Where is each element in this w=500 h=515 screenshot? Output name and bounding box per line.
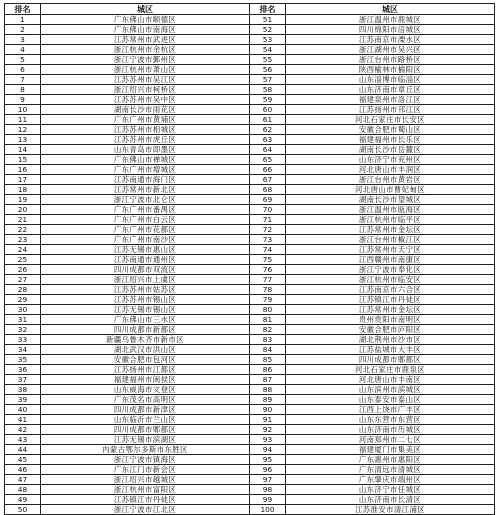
district-right-cell: 广东惠州市惠阳区 (286, 455, 495, 465)
rank-right-cell: 90 (250, 405, 286, 415)
rank-right-cell: 58 (250, 85, 286, 95)
district-left-cell: 江苏南通市海门区 (41, 175, 250, 185)
table-row (5, 225, 495, 235)
rank-left-cell: 24 (5, 245, 41, 255)
district-right-cell: 江西上饶市广丰区 (286, 405, 495, 415)
district-right-cell: 江苏淮安市清江浦区 (286, 505, 495, 515)
rank-left-cell: 41 (5, 415, 41, 425)
table-row (5, 325, 495, 335)
district-left-cell: 广东江门市新会区 (41, 465, 250, 475)
rank-left-cell: 22 (5, 225, 41, 235)
table-row (5, 205, 495, 215)
district-right-cell: 河北唐山市曹妃甸区 (286, 185, 495, 195)
table-row (5, 275, 495, 285)
table-row (5, 255, 495, 265)
district-right-cell: 浙江杭州市临安区 (286, 275, 495, 285)
district-right-cell: 江西赣州市南康区 (286, 255, 495, 265)
rank-left-cell: 11 (5, 115, 41, 125)
district-left-cell: 四川成都市双流区 (41, 265, 250, 275)
rank-right-cell: 78 (250, 285, 286, 295)
rank-right-cell: 52 (250, 25, 286, 35)
district-left-cell: 四川成都市新津区 (41, 405, 250, 415)
district-right-cell: 山东济南市章丘区 (286, 85, 495, 95)
district-left-cell: 江苏南通市通州区 (41, 255, 250, 265)
district-left-cell: 湖南长沙市雨花区 (41, 105, 250, 115)
table-row (5, 385, 495, 395)
district-left-cell: 广东广州市白云区 (41, 215, 250, 225)
district-left-cell: 四川成都市新都区 (41, 325, 250, 335)
rank-left-cell: 16 (5, 165, 41, 175)
rank-right-cell: 53 (250, 35, 286, 45)
rank-right-cell: 63 (250, 135, 286, 145)
rank-right-cell: 83 (250, 335, 286, 345)
rank-right-cell: 62 (250, 125, 286, 135)
district-right-cell: 山东济宁市任城区 (286, 485, 495, 495)
table-row (5, 125, 495, 135)
district-left-cell: 江苏苏州市吴中区 (41, 95, 250, 105)
rank-left-cell: 19 (5, 195, 41, 205)
district-left-cell: 江苏无锡市滨湖区 (41, 435, 250, 445)
rank-right-cell: 87 (250, 375, 286, 385)
table-row (5, 105, 495, 115)
district-right-cell: 江苏扬州市邗江区 (286, 105, 495, 115)
table-row (5, 345, 495, 355)
district-right-cell: 浙江台州市黄岩区 (286, 175, 495, 185)
table-row (5, 175, 495, 185)
district-right-cell: 浙江温州市鹿城区 (286, 15, 495, 25)
district-left-cell: 浙江绍兴市越城区 (41, 475, 250, 485)
rank-left-cell: 25 (5, 255, 41, 265)
district-right-cell: 浙江杭州市临平区 (286, 215, 495, 225)
rank-right-cell: 80 (250, 305, 286, 315)
district-left-cell: 湖北武汉市洪山区 (41, 345, 250, 355)
table-header-row (5, 4, 495, 15)
district-right-cell: 江苏南京市六合区 (286, 285, 495, 295)
district-right-cell: 浙江台州市椒江区 (286, 235, 495, 245)
district-right-cell: 安徽合肥市庐阳区 (286, 325, 495, 335)
table-row (5, 95, 495, 105)
district-right-cell: 江苏常州市金坛区 (286, 225, 495, 235)
rank-right-cell: 68 (250, 185, 286, 195)
rank-right-cell: 74 (250, 245, 286, 255)
table-row (5, 435, 495, 445)
rank-left-cell: 38 (5, 385, 41, 395)
table-row (5, 465, 495, 475)
district-left-cell: 广东广州市花都区 (41, 225, 250, 235)
district-right-cell: 浙江湖州市吴兴区 (286, 45, 495, 55)
district-left-cell: 江苏无锡市惠山区 (41, 245, 250, 255)
rank-right-cell: 91 (250, 415, 286, 425)
district-right-cell: 山东济宁市兖州区 (286, 155, 495, 165)
district-left-cell: 浙江宁波市江北区 (41, 505, 250, 515)
rank-right-cell: 99 (250, 495, 286, 505)
district-left-cell: 四川成都市郫都区 (41, 425, 250, 435)
rank-right-cell: 72 (250, 225, 286, 235)
rank-left-cell: 32 (5, 325, 41, 335)
district-right-cell: 山东济南市长清区 (286, 495, 495, 505)
district-left-cell: 江苏苏州市锡山区 (41, 295, 250, 305)
district-right-cell: 江苏常州市天宁区 (286, 245, 495, 255)
rank-right-cell: 61 (250, 115, 286, 125)
rank-right-cell: 95 (250, 455, 286, 465)
rank-right-cell: 100 (250, 505, 286, 515)
district-right-cell: 湖北荆州市沙市区 (286, 335, 495, 345)
table-row (5, 55, 495, 65)
rank-left-cell: 40 (5, 405, 41, 415)
district-left-cell: 山东威海市文登区 (41, 385, 250, 395)
district-ranking-table (4, 3, 495, 515)
district-left-cell: 江苏无锡市锡山区 (41, 305, 250, 315)
district-left-cell: 江苏常州市武进区 (41, 35, 250, 45)
district-left-cell: 新疆乌鲁木齐市新市区 (41, 335, 250, 345)
rank-left-cell: 49 (5, 495, 41, 505)
rank-right-cell: 85 (250, 355, 286, 365)
district-right-cell: 河北唐山市丰南区 (286, 375, 495, 385)
rank-left-cell: 21 (5, 215, 41, 225)
district-right-cell: 山东滨州市滨城区 (286, 385, 495, 395)
district-right-cell: 浙江温州市瓯海区 (286, 205, 495, 215)
district-left-cell: 广东广州市增城区 (41, 165, 250, 175)
district-left-cell: 广东佛山市禅城区 (41, 155, 250, 165)
table-row (5, 505, 495, 515)
rank-right-cell: 56 (250, 65, 286, 75)
district-left-cell: 江苏苏州市相城区 (41, 125, 250, 135)
district-left-cell: 江苏苏州市姑苏区 (41, 285, 250, 295)
rank-left-cell: 1 (5, 15, 41, 25)
rank-right-cell: 54 (250, 45, 286, 55)
table-row (5, 25, 495, 35)
rank-left-cell: 23 (5, 235, 41, 245)
rank-right-cell: 51 (250, 15, 286, 25)
table-row (5, 405, 495, 415)
district-right-cell: 山东淄博市临淄区 (286, 75, 495, 85)
district-right-cell: 贵州贵阳市南明区 (286, 315, 495, 325)
rank-right-cell: 55 (250, 55, 286, 65)
table-row (5, 115, 495, 125)
table-row (5, 185, 495, 195)
district-left-cell: 安徽合肥市包河区 (41, 355, 250, 365)
rank-right-cell: 70 (250, 205, 286, 215)
rank-left-cell: 34 (5, 345, 41, 355)
table-row (5, 85, 495, 95)
district-right-cell: 河北石家庄市长安区 (286, 115, 495, 125)
district-right-cell: 广东肇庆市端州区 (286, 475, 495, 485)
district-left-cell: 江苏苏州市吴江区 (41, 75, 250, 85)
district-right-cell: 福建福州市长乐区 (286, 135, 495, 145)
district-left-cell: 广东广州市黄埔区 (41, 115, 250, 125)
district-right-cell: 江苏常州市金坛区 (286, 305, 495, 315)
rank-right-cell: 60 (250, 105, 286, 115)
district-left-cell: 浙江杭州市萧山区 (41, 65, 250, 75)
district-right-cell: 河北石家庄市鹿泉区 (286, 365, 495, 375)
rank-right-cell: 94 (250, 445, 286, 455)
rank-left-cell: 42 (5, 425, 41, 435)
rank-right-cell: 93 (250, 435, 286, 445)
table-row (5, 75, 495, 85)
rank-left-cell: 4 (5, 45, 41, 55)
district-left-cell: 浙江宁波市镇海区 (41, 455, 250, 465)
rank-right-cell: 77 (250, 275, 286, 285)
district-right-cell: 四川绵阳市涪城区 (286, 25, 495, 35)
rank-left-cell: 12 (5, 125, 41, 135)
district-left-cell: 江苏镇江市丹徒区 (41, 495, 250, 505)
rank-left-cell: 7 (5, 75, 41, 85)
table-row (5, 245, 495, 255)
district-left-cell: 广东佛山市顺德区 (41, 15, 250, 25)
district-left-cell: 江苏扬州市江都区 (41, 365, 250, 375)
table-row (5, 155, 495, 165)
rank-right-cell: 81 (250, 315, 286, 325)
district-right-cell: 山东济南市历城区 (286, 425, 495, 435)
district-left-cell: 福建福州市闽侯区 (41, 375, 250, 385)
rank-left-cell: 48 (5, 485, 41, 495)
table-row (5, 485, 495, 495)
rank-right-cell: 89 (250, 395, 286, 405)
district-right-cell: 湖南长沙市望城区 (286, 195, 495, 205)
rank-left-cell: 9 (5, 95, 41, 105)
table-row (5, 395, 495, 405)
table-row (5, 15, 495, 25)
rank-right-cell: 67 (250, 175, 286, 185)
rank-left-cell: 37 (5, 375, 41, 385)
table-row (5, 375, 495, 385)
table-body (5, 15, 495, 515)
district-left-cell: 浙江绍兴市上虞区 (41, 275, 250, 285)
header-rank-right: 排名 (250, 4, 286, 15)
district-left-cell: 江苏苏州市虎丘区 (41, 135, 250, 145)
table-row (5, 35, 495, 45)
rank-left-cell: 10 (5, 105, 41, 115)
district-left-cell: 广东茂名市高明区 (41, 395, 250, 405)
district-right-cell: 安徽合肥市蜀山区 (286, 125, 495, 135)
table-row (5, 45, 495, 55)
district-right-cell: 河北唐山市丰润区 (286, 165, 495, 175)
rank-left-cell: 26 (5, 265, 41, 275)
rank-right-cell: 98 (250, 485, 286, 495)
table-row (5, 235, 495, 245)
rank-right-cell: 64 (250, 145, 286, 155)
table-row (5, 295, 495, 305)
table-row (5, 365, 495, 375)
district-left-cell: 广东佛山市南海区 (41, 25, 250, 35)
rank-left-cell: 31 (5, 315, 41, 325)
rank-right-cell: 76 (250, 265, 286, 275)
rank-right-cell: 73 (250, 235, 286, 245)
rank-right-cell: 79 (250, 295, 286, 305)
rank-left-cell: 43 (5, 435, 41, 445)
rank-left-cell: 6 (5, 65, 41, 75)
table-row (5, 65, 495, 75)
district-left-cell: 广东佛山市三水区 (41, 315, 250, 325)
header-district-right: 城区 (286, 4, 495, 15)
rank-left-cell: 39 (5, 395, 41, 405)
rank-left-cell: 2 (5, 25, 41, 35)
rank-left-cell: 44 (5, 445, 41, 455)
district-right-cell: 四川成都市郫都区 (286, 355, 495, 365)
rank-left-cell: 36 (5, 365, 41, 375)
rank-left-cell: 5 (5, 55, 41, 65)
rank-right-cell: 82 (250, 325, 286, 335)
district-right-cell: 江苏盐城市大丰区 (286, 345, 495, 355)
table-row (5, 265, 495, 275)
table-row (5, 315, 495, 325)
rank-right-cell: 66 (250, 165, 286, 175)
district-right-cell: 山东泰安市泰山区 (286, 395, 495, 405)
rank-right-cell: 75 (250, 255, 286, 265)
ranking-table-sheet (4, 3, 495, 514)
header-rank-left: 排名 (5, 4, 41, 15)
table-row (5, 305, 495, 315)
district-left-cell: 广东广州市南沙区 (41, 235, 250, 245)
rank-left-cell: 47 (5, 475, 41, 485)
district-left-cell: 浙江杭州市富阳区 (41, 485, 250, 495)
rank-left-cell: 27 (5, 275, 41, 285)
rank-right-cell: 96 (250, 465, 286, 475)
district-right-cell: 福建泉州市洛江区 (286, 95, 495, 105)
rank-right-cell: 65 (250, 155, 286, 165)
rank-right-cell: 57 (250, 75, 286, 85)
rank-left-cell: 8 (5, 85, 41, 95)
rank-left-cell: 13 (5, 135, 41, 145)
rank-left-cell: 35 (5, 355, 41, 365)
table-row (5, 475, 495, 485)
rank-left-cell: 33 (5, 335, 41, 345)
district-left-cell: 浙江杭州市余杭区 (41, 45, 250, 55)
rank-right-cell: 71 (250, 215, 286, 225)
table-row (5, 425, 495, 435)
rank-right-cell: 69 (250, 195, 286, 205)
rank-left-cell: 14 (5, 145, 41, 155)
table-row (5, 195, 495, 205)
district-right-cell: 福建厦门市集美区 (286, 445, 495, 455)
district-right-cell: 陕西榆林市榆阳区 (286, 65, 495, 75)
table-row (5, 165, 495, 175)
district-right-cell: 湖南长沙市岳麓区 (286, 145, 495, 155)
table-row (5, 445, 495, 455)
rank-right-cell: 86 (250, 365, 286, 375)
rank-left-cell: 18 (5, 185, 41, 195)
district-left-cell: 山东青岛市即墨区 (41, 145, 250, 155)
district-left-cell: 浙江绍兴市柯桥区 (41, 85, 250, 95)
table-row (5, 415, 495, 425)
district-right-cell: 浙江宁波市奉化区 (286, 265, 495, 275)
rank-left-cell: 15 (5, 155, 41, 165)
table-row (5, 455, 495, 465)
rank-left-cell: 17 (5, 175, 41, 185)
rank-left-cell: 28 (5, 285, 41, 295)
table-row (5, 135, 495, 145)
rank-left-cell: 30 (5, 305, 41, 315)
header-district-left: 城区 (41, 4, 250, 15)
rank-right-cell: 97 (250, 475, 286, 485)
rank-right-cell: 59 (250, 95, 286, 105)
district-right-cell: 浙江台州市路桥区 (286, 55, 495, 65)
district-left-cell: 山东临沂市兰山区 (41, 415, 250, 425)
table-row (5, 215, 495, 225)
district-right-cell: 江苏南京市溧水区 (286, 35, 495, 45)
table-row (5, 285, 495, 295)
table-row (5, 335, 495, 345)
rank-left-cell: 3 (5, 35, 41, 45)
table-row (5, 145, 495, 155)
district-right-cell: 江苏镇江市丹徒区 (286, 295, 495, 305)
rank-left-cell: 50 (5, 505, 41, 515)
district-right-cell: 山东东营市东营区 (286, 415, 495, 425)
rank-left-cell: 29 (5, 295, 41, 305)
rank-right-cell: 84 (250, 345, 286, 355)
rank-left-cell: 20 (5, 205, 41, 215)
rank-left-cell: 46 (5, 465, 41, 475)
district-left-cell: 广东广州市番禺区 (41, 205, 250, 215)
district-left-cell: 浙江宁波市鄞州区 (41, 55, 250, 65)
district-left-cell: 内蒙古鄂尔多斯市东胜区 (41, 445, 250, 455)
table-row (5, 355, 495, 365)
district-right-cell: 广东清远市清城区 (286, 465, 495, 475)
rank-right-cell: 92 (250, 425, 286, 435)
rank-right-cell: 88 (250, 385, 286, 395)
district-right-cell: 河南郑州市二七区 (286, 435, 495, 445)
district-left-cell: 浙江宁波市北仑区 (41, 195, 250, 205)
district-left-cell: 江苏常州市新北区 (41, 185, 250, 195)
rank-left-cell: 45 (5, 455, 41, 465)
